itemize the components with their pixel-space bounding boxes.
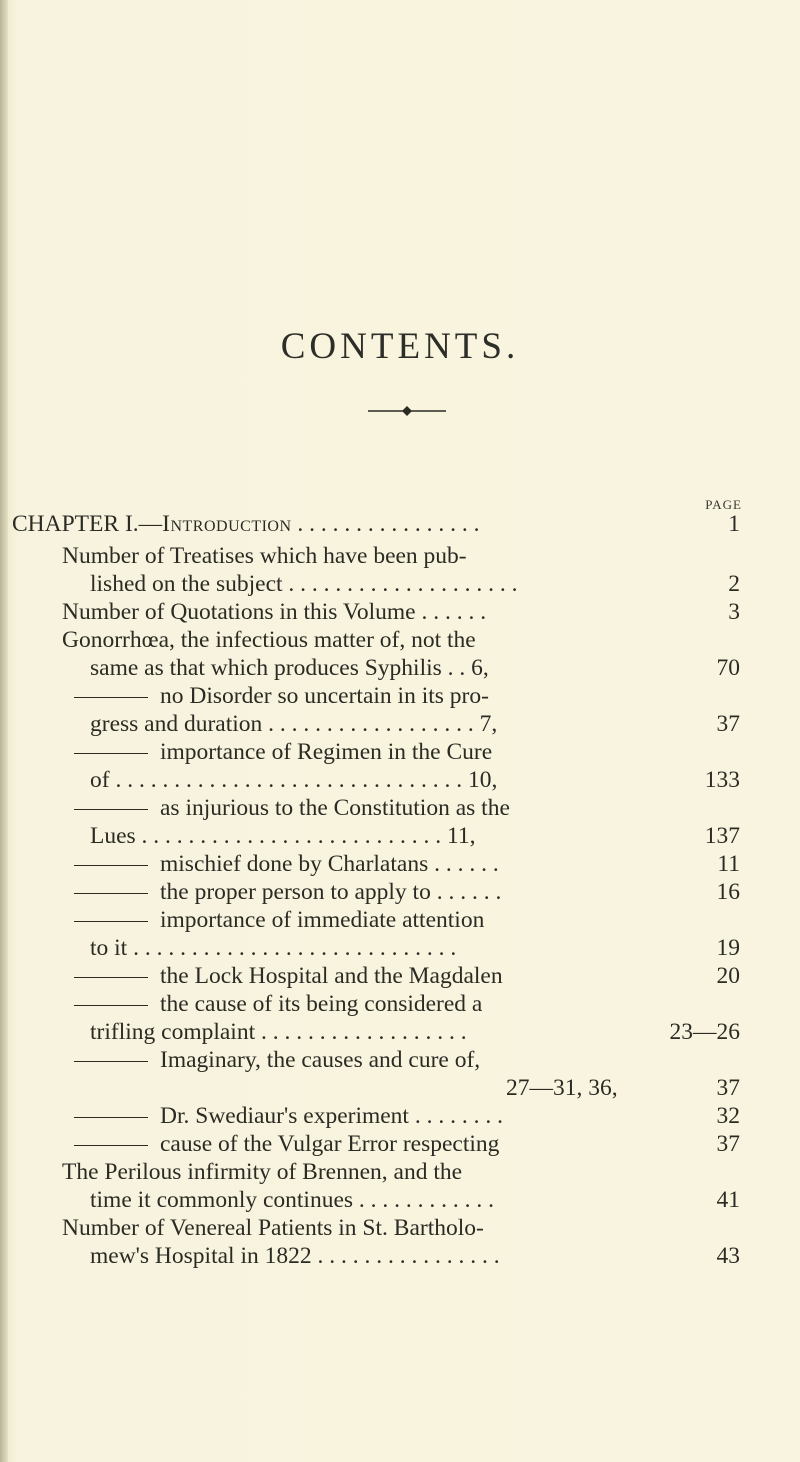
- toc-page-number: 16: [716, 879, 740, 905]
- toc-entry-line: the proper person to apply to . . . . . .: [74, 879, 501, 905]
- ditto-dash: [74, 1061, 148, 1062]
- toc-entry-line: the cause of its being considered a: [74, 991, 482, 1017]
- toc-page-number: 19: [716, 935, 740, 961]
- toc-entry-line: The Perilous infirmity of Brennen, and the: [62, 1159, 463, 1185]
- toc-entry-line: Number of Venereal Patients in St. Bartholo-: [62, 1215, 484, 1241]
- toc-entry-line: 27—31, 36,: [506, 1075, 618, 1101]
- chapter-page-number: 1: [728, 511, 740, 537]
- toc-page-number: 137: [704, 823, 740, 849]
- toc-entry-line: as injurious to the Constitution as the: [74, 795, 510, 821]
- ditto-dash: [74, 921, 148, 922]
- toc-entry-line: cause of the Vulgar Error respecting: [74, 1131, 499, 1157]
- toc-page-number: 133: [704, 767, 740, 793]
- ditto-dash: [74, 1145, 148, 1146]
- toc-page-number: 41: [716, 1187, 740, 1213]
- toc-entry-line: Lues . . . . . . . . . . . . . . . . . . . . . . . . . . 11,: [90, 823, 476, 849]
- toc-page-number: 37: [716, 1131, 740, 1157]
- toc-page-number: 37: [716, 711, 740, 737]
- toc-page-number: 3: [728, 599, 740, 625]
- toc-entry-line: mischief done by Charlatans . . . . . .: [74, 851, 499, 877]
- toc-entry-line: Number of Quotations in this Volume . . . . . .: [62, 599, 487, 625]
- toc-page-number: 70: [716, 655, 740, 681]
- toc-entry-line: Gonorrhœa, the infectious matter of, not the: [62, 627, 476, 653]
- toc-entry-line: same as that which produces Syphilis . . 6,: [90, 655, 489, 681]
- toc-entry-line: lished on the subject . . . . . . . . . . . . . . . . . . . .: [90, 571, 518, 597]
- toc-page-number: 23—26: [669, 1019, 740, 1045]
- toc-entry-line: Number of Treatises which have been pub-: [62, 543, 467, 569]
- toc-entry-line: importance of Regimen in the Cure: [74, 739, 492, 765]
- page-binding-edge: [0, 0, 8, 1462]
- ditto-dash: [74, 753, 148, 754]
- ditto-dash: [74, 977, 148, 978]
- ditto-dash: [74, 697, 148, 698]
- toc-page-number: 11: [717, 851, 740, 877]
- ditto-dash: [74, 893, 148, 894]
- toc-page-number: 20: [716, 963, 740, 989]
- ditto-dash: [74, 865, 148, 866]
- ditto-dash: [74, 1005, 148, 1006]
- toc-entry-line: mew's Hospital in 1822 . . . . . . . . . . . . . . . .: [90, 1243, 500, 1269]
- chapter-prefix: CHAPTER I.—: [12, 511, 163, 537]
- ditto-dash: [74, 1117, 148, 1118]
- chapter-title: Introduction: [162, 511, 292, 537]
- toc-page-number: 32: [716, 1103, 740, 1129]
- ditto-dash: [74, 809, 148, 810]
- toc-entry-line: importance of immediate attention: [74, 907, 484, 933]
- toc-page-number: 43: [716, 1243, 740, 1269]
- toc-page-number: 37: [716, 1075, 740, 1101]
- toc-entry-line: of . . . . . . . . . . . . . . . . . . . . . . . . . . . . . . 10,: [90, 767, 498, 793]
- page-column-label: PAGE: [705, 497, 742, 512]
- chapter-leader: . . . . . . . . . . . . . . . .: [291, 511, 480, 537]
- toc-entry-line: no Disorder so uncertain in its pro-: [74, 683, 489, 709]
- toc-entry-line: trifling complaint . . . . . . . . . . . . . . . . . .: [90, 1019, 467, 1045]
- toc-entry-line: the Lock Hospital and the Magdalen: [74, 963, 503, 989]
- toc-entry-line: Dr. Swediaur's experiment . . . . . . . .: [74, 1103, 503, 1129]
- chapter-heading: [12, 511, 480, 537]
- toc-page-number: 2: [728, 571, 740, 597]
- page-title: CONTENTS.: [280, 326, 520, 367]
- toc-entry-line: gress and duration . . . . . . . . . . . . . . . . . . 7,: [90, 711, 498, 737]
- diamond-rule-ornament-icon: [368, 405, 446, 417]
- toc-entry-line: Imaginary, the causes and cure of,: [74, 1047, 480, 1073]
- toc-entry-line: time it commonly continues . . . . . . . . . . . .: [90, 1187, 495, 1213]
- toc-entry-line: to it . . . . . . . . . . . . . . . . . . . . . . . . . . . .: [90, 935, 457, 961]
